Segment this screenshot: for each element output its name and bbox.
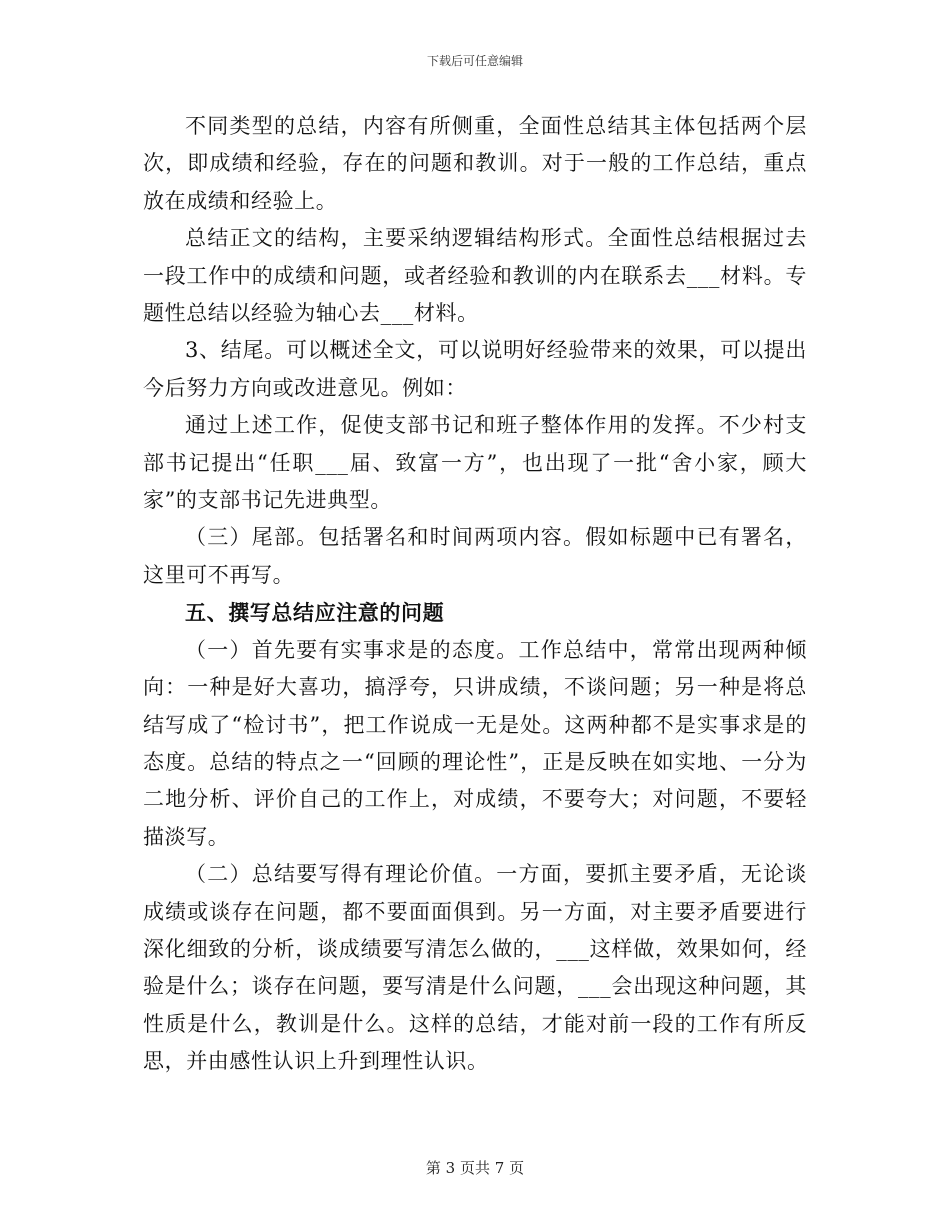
page-header: 下载后可任意编辑: [426, 54, 523, 68]
section-heading: 五、撰写总结应注意的问题: [185, 600, 445, 626]
paragraph: 总结正文的结构，主要采纳逻辑结构形式。全面性总结根据过去一段工作中的成绩和问题，或者经验和教训的内在联系去___材料。专题性总结以经验为轴心去___材料。: [143, 226, 807, 326]
paragraph: （三）尾部。包括署名和时间两项内容。假如标题中已有署名，这里可不再写。: [143, 525, 807, 587]
paragraph: （一）首先要有实事求是的态度。工作总结中，常常出现两种倾向：一种是好大喜功，搞浮夸，只讲成绩，不谈问题；另一种是将总结写成了“检讨书”，把工作说成一无是处。这两种都不是实事求是的态度。总结的特点之一“回顾的理论性”，正是反映在如实地、一分为二地分析、评价自己的工作上，对成绩，不要夸大；对问题，不要轻描淡写。: [143, 637, 807, 849]
paragraph: （二）总结要写得有理论价值。一方面，要抓主要矛盾，无论谈成绩或谈存在问题，都不要面面俱到。另一方面，对主要矛盾要进行深化细致的分析，谈成绩要写清怎么做的，___这样做，效果如何，经验是什么；谈存在问题，要写清是什么问题，___会出现这种问题，其性质是什么，教训是什么。这样的总结，才能对前一段的工作有所反思，并由感性认识上升到理性认识。: [143, 862, 807, 1074]
paragraph: 不同类型的总结，内容有所侧重，全面性总结其主体包括两个层次，即成绩和经验，存在的问题和教训。对于一般的工作总结，重点放在成绩和经验上。: [143, 114, 807, 213]
paragraph: 通过上述工作，促使支部书记和班子整体作用的发挥。不少村支部书记提出“任职___届、致富一方”，也出现了一批“舍小家，顾大家”的支部书记先进典型。: [143, 413, 807, 513]
document-body: [143, 108, 807, 1081]
page-footer: 第 3 页共 7 页: [425, 1159, 525, 1177]
paragraph: 3、结尾。可以概述全文，可以说明好经验带来的效果，可以提出今后努力方向或改进意见。例如：: [143, 338, 807, 400]
